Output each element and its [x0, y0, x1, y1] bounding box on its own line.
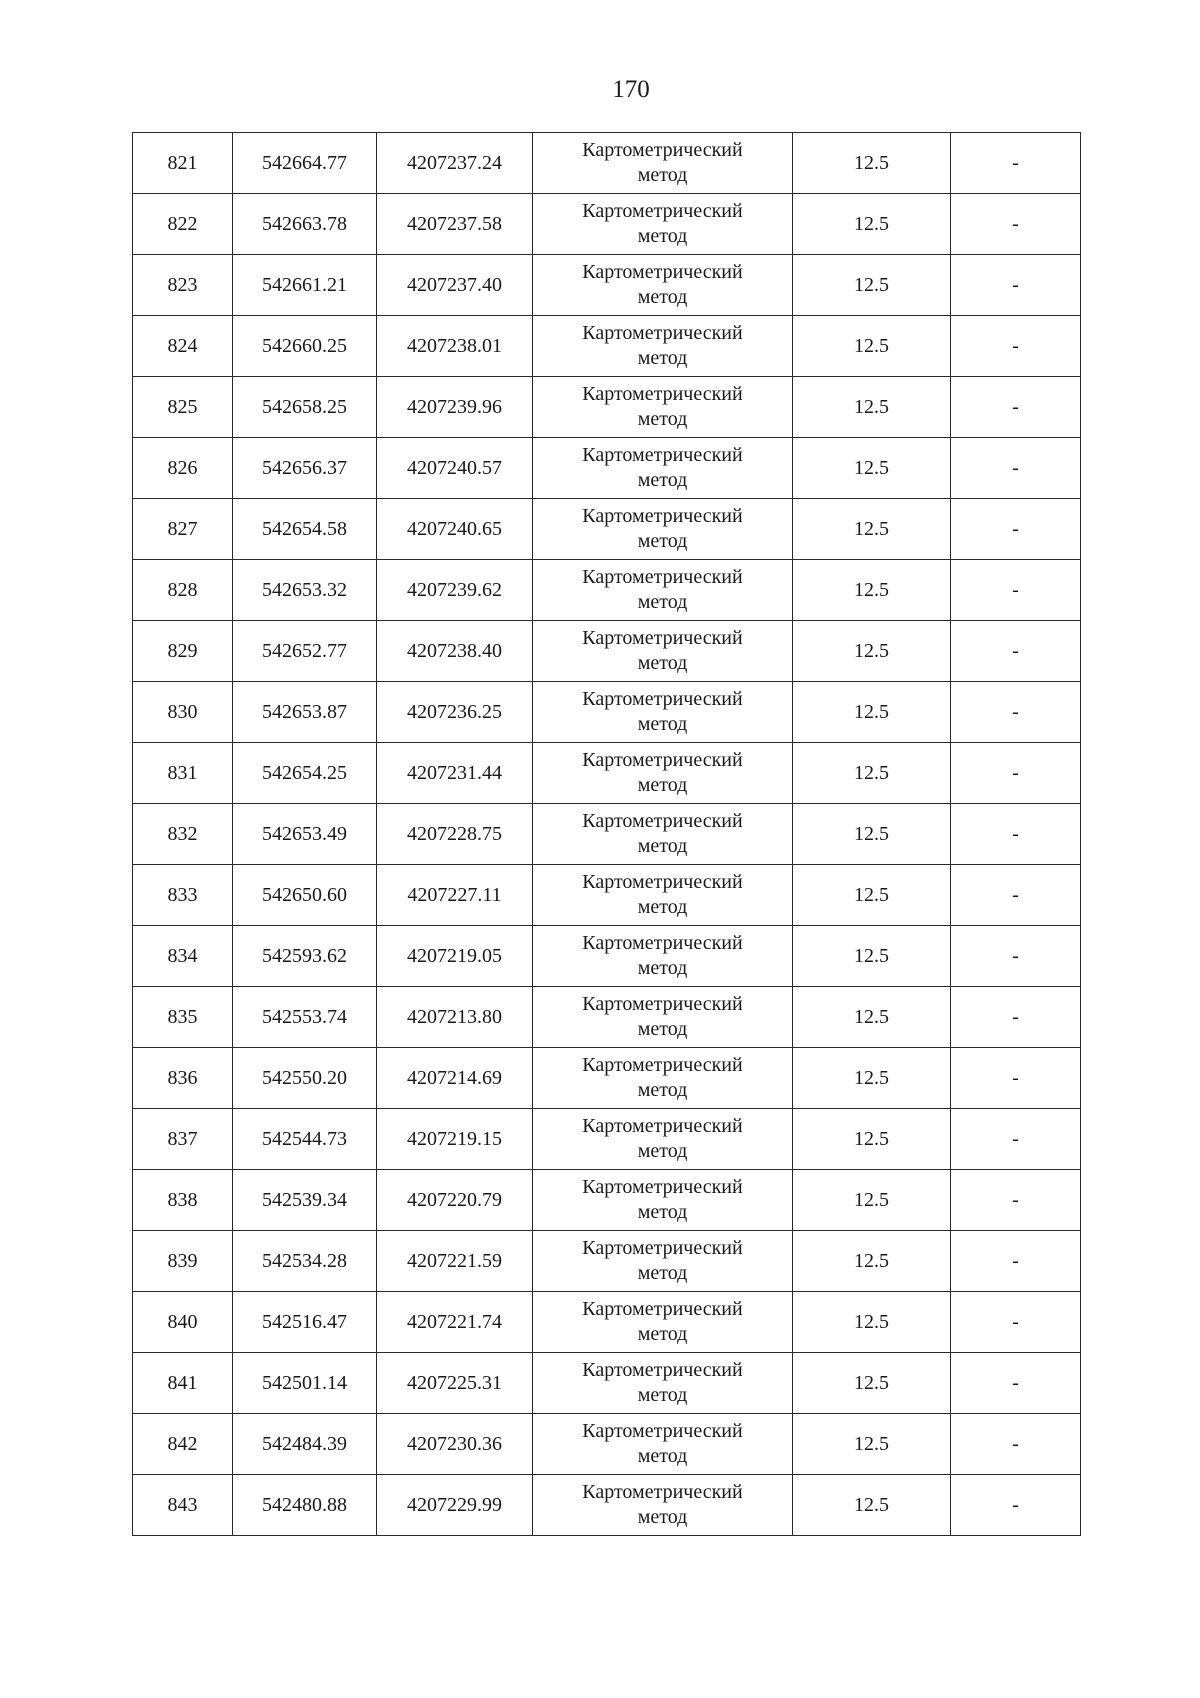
method-line-2: метод — [637, 286, 688, 308]
x-coordinate-cell: 542653.49 — [233, 804, 377, 865]
accuracy-cell: 12.5 — [793, 1353, 951, 1414]
method-line-2: метод — [637, 835, 688, 857]
accuracy-cell: 12.5 — [793, 1475, 951, 1536]
y-coordinate-cell: 4207239.96 — [377, 377, 533, 438]
method-line-2: метод — [637, 347, 688, 369]
accuracy-cell: 12.5 — [793, 865, 951, 926]
x-coordinate-cell: 542653.32 — [233, 560, 377, 621]
accuracy-cell: 12.5 — [793, 438, 951, 499]
table-row — [133, 499, 1081, 560]
method-cell — [533, 377, 793, 438]
x-coordinate-cell: 542650.60 — [233, 865, 377, 926]
note-cell: - — [951, 133, 1081, 194]
method-line-2: метод — [637, 1262, 688, 1284]
accuracy-cell: 12.5 — [793, 1231, 951, 1292]
method-line-1: Картометрический — [582, 810, 743, 832]
method-line-2: метод — [637, 1201, 688, 1223]
accuracy-cell: 12.5 — [793, 499, 951, 560]
note-cell: - — [951, 255, 1081, 316]
y-coordinate-cell: 4207225.31 — [377, 1353, 533, 1414]
table-row — [133, 316, 1081, 377]
point-number-cell: 843 — [133, 1475, 233, 1536]
method-cell — [533, 1170, 793, 1231]
x-coordinate-cell: 542664.77 — [233, 133, 377, 194]
point-number-cell: 821 — [133, 133, 233, 194]
note-cell: - — [951, 743, 1081, 804]
accuracy-cell: 12.5 — [793, 804, 951, 865]
accuracy-cell: 12.5 — [793, 377, 951, 438]
method-line-1: Картометрический — [582, 1359, 743, 1381]
method-line-1: Картометрический — [582, 932, 743, 954]
x-coordinate-cell: 542658.25 — [233, 377, 377, 438]
accuracy-cell: 12.5 — [793, 316, 951, 377]
x-coordinate-cell: 542534.28 — [233, 1231, 377, 1292]
table-row — [133, 1231, 1081, 1292]
method-line-2: метод — [637, 1079, 688, 1101]
accuracy-cell: 12.5 — [793, 1048, 951, 1109]
method-cell — [533, 194, 793, 255]
y-coordinate-cell: 4207214.69 — [377, 1048, 533, 1109]
table-row — [133, 621, 1081, 682]
y-coordinate-cell: 4207221.59 — [377, 1231, 533, 1292]
y-coordinate-cell: 4207231.44 — [377, 743, 533, 804]
x-coordinate-cell: 542516.47 — [233, 1292, 377, 1353]
method-line-2: метод — [637, 713, 688, 735]
method-line-1: Картометрический — [582, 505, 743, 527]
note-cell: - — [951, 499, 1081, 560]
method-cell — [533, 438, 793, 499]
accuracy-cell: 12.5 — [793, 133, 951, 194]
method-line-1: Картометрический — [582, 993, 743, 1015]
method-line-2: метод — [637, 164, 688, 186]
point-number-cell: 825 — [133, 377, 233, 438]
accuracy-cell: 12.5 — [793, 1170, 951, 1231]
method-cell — [533, 1109, 793, 1170]
accuracy-cell: 12.5 — [793, 1414, 951, 1475]
note-cell: - — [951, 621, 1081, 682]
method-line-2: метод — [637, 957, 688, 979]
point-number-cell: 834 — [133, 926, 233, 987]
point-number-cell: 831 — [133, 743, 233, 804]
point-number-cell: 842 — [133, 1414, 233, 1475]
x-coordinate-cell: 542544.73 — [233, 1109, 377, 1170]
method-cell — [533, 255, 793, 316]
table-row — [133, 987, 1081, 1048]
method-cell — [533, 865, 793, 926]
method-line-2: метод — [637, 225, 688, 247]
note-cell: - — [951, 194, 1081, 255]
table-row — [133, 1414, 1081, 1475]
method-line-2: метод — [637, 591, 688, 613]
accuracy-cell: 12.5 — [793, 743, 951, 804]
note-cell: - — [951, 1292, 1081, 1353]
x-coordinate-cell: 542654.58 — [233, 499, 377, 560]
x-coordinate-cell: 542539.34 — [233, 1170, 377, 1231]
y-coordinate-cell: 4207238.40 — [377, 621, 533, 682]
method-line-1: Картометрический — [582, 1054, 743, 1076]
method-cell — [533, 499, 793, 560]
table-row — [133, 1353, 1081, 1414]
table-row — [133, 1475, 1081, 1536]
y-coordinate-cell: 4207240.57 — [377, 438, 533, 499]
method-line-1: Картометрический — [582, 688, 743, 710]
method-line-1: Картометрический — [582, 322, 743, 344]
accuracy-cell: 12.5 — [793, 194, 951, 255]
method-cell — [533, 682, 793, 743]
table-row — [133, 377, 1081, 438]
point-number-cell: 837 — [133, 1109, 233, 1170]
y-coordinate-cell: 4207239.62 — [377, 560, 533, 621]
method-line-1: Картометрический — [582, 1237, 743, 1259]
table-row — [133, 743, 1081, 804]
x-coordinate-cell: 542550.20 — [233, 1048, 377, 1109]
x-coordinate-cell: 542663.78 — [233, 194, 377, 255]
y-coordinate-cell: 4207228.75 — [377, 804, 533, 865]
point-number-cell: 827 — [133, 499, 233, 560]
x-coordinate-cell: 542653.87 — [233, 682, 377, 743]
x-coordinate-cell: 542553.74 — [233, 987, 377, 1048]
y-coordinate-cell: 4207221.74 — [377, 1292, 533, 1353]
point-number-cell: 824 — [133, 316, 233, 377]
point-number-cell: 839 — [133, 1231, 233, 1292]
y-coordinate-cell: 4207230.36 — [377, 1414, 533, 1475]
table-row — [133, 194, 1081, 255]
point-number-cell: 838 — [133, 1170, 233, 1231]
method-line-2: метод — [637, 774, 688, 796]
method-line-1: Картометрический — [582, 261, 743, 283]
y-coordinate-cell: 4207237.58 — [377, 194, 533, 255]
note-cell: - — [951, 438, 1081, 499]
method-cell — [533, 804, 793, 865]
y-coordinate-cell: 4207236.25 — [377, 682, 533, 743]
table-row — [133, 1292, 1081, 1353]
method-line-1: Картометрический — [582, 383, 743, 405]
y-coordinate-cell: 4207220.79 — [377, 1170, 533, 1231]
method-cell — [533, 1048, 793, 1109]
method-line-1: Картометрический — [582, 1298, 743, 1320]
accuracy-cell: 12.5 — [793, 987, 951, 1048]
method-line-2: метод — [637, 1445, 688, 1467]
method-cell — [533, 926, 793, 987]
method-line-1: Картометрический — [582, 444, 743, 466]
y-coordinate-cell: 4207238.01 — [377, 316, 533, 377]
coordinates-table-body — [133, 133, 1081, 1536]
point-number-cell: 829 — [133, 621, 233, 682]
point-number-cell: 823 — [133, 255, 233, 316]
x-coordinate-cell: 542480.88 — [233, 1475, 377, 1536]
method-cell — [533, 621, 793, 682]
point-number-cell: 836 — [133, 1048, 233, 1109]
table-row — [133, 438, 1081, 499]
x-coordinate-cell: 542652.77 — [233, 621, 377, 682]
note-cell: - — [951, 682, 1081, 743]
method-line-2: метод — [637, 652, 688, 674]
table-row — [133, 682, 1081, 743]
note-cell: - — [951, 1414, 1081, 1475]
table-row — [133, 1170, 1081, 1231]
point-number-cell: 841 — [133, 1353, 233, 1414]
method-line-1: Картометрический — [582, 1420, 743, 1442]
point-number-cell: 822 — [133, 194, 233, 255]
accuracy-cell: 12.5 — [793, 926, 951, 987]
note-cell: - — [951, 1170, 1081, 1231]
coordinates-table — [132, 132, 1081, 1536]
table-row — [133, 255, 1081, 316]
table-row — [133, 1109, 1081, 1170]
note-cell: - — [951, 377, 1081, 438]
method-cell — [533, 987, 793, 1048]
accuracy-cell: 12.5 — [793, 560, 951, 621]
note-cell: - — [951, 1475, 1081, 1536]
accuracy-cell: 12.5 — [793, 1292, 951, 1353]
point-number-cell: 840 — [133, 1292, 233, 1353]
point-number-cell: 835 — [133, 987, 233, 1048]
method-cell — [533, 1231, 793, 1292]
method-cell — [533, 1353, 793, 1414]
point-number-cell: 830 — [133, 682, 233, 743]
point-number-cell: 832 — [133, 804, 233, 865]
method-line-1: Картометрический — [582, 1176, 743, 1198]
note-cell: - — [951, 987, 1081, 1048]
accuracy-cell: 12.5 — [793, 621, 951, 682]
method-cell — [533, 1414, 793, 1475]
method-line-1: Картометрический — [582, 566, 743, 588]
note-cell: - — [951, 316, 1081, 377]
method-cell — [533, 133, 793, 194]
method-line-2: метод — [637, 530, 688, 552]
table-row — [133, 560, 1081, 621]
y-coordinate-cell: 4207237.24 — [377, 133, 533, 194]
method-cell — [533, 743, 793, 804]
method-line-2: метод — [637, 469, 688, 491]
method-line-2: метод — [637, 896, 688, 918]
note-cell: - — [951, 1048, 1081, 1109]
note-cell: - — [951, 560, 1081, 621]
accuracy-cell: 12.5 — [793, 255, 951, 316]
x-coordinate-cell: 542484.39 — [233, 1414, 377, 1475]
note-cell: - — [951, 865, 1081, 926]
note-cell: - — [951, 1353, 1081, 1414]
method-cell — [533, 316, 793, 377]
note-cell: - — [951, 1231, 1081, 1292]
table-row — [133, 865, 1081, 926]
method-line-2: метод — [637, 1140, 688, 1162]
method-cell — [533, 1475, 793, 1536]
y-coordinate-cell: 4207237.40 — [377, 255, 533, 316]
method-line-1: Картометрический — [582, 139, 743, 161]
accuracy-cell: 12.5 — [793, 682, 951, 743]
x-coordinate-cell: 542661.21 — [233, 255, 377, 316]
x-coordinate-cell: 542593.62 — [233, 926, 377, 987]
y-coordinate-cell: 4207227.11 — [377, 865, 533, 926]
method-line-2: метод — [637, 408, 688, 430]
table-row — [133, 804, 1081, 865]
y-coordinate-cell: 4207229.99 — [377, 1475, 533, 1536]
x-coordinate-cell: 542656.37 — [233, 438, 377, 499]
y-coordinate-cell: 4207240.65 — [377, 499, 533, 560]
method-line-1: Картометрический — [582, 749, 743, 771]
method-line-2: метод — [637, 1018, 688, 1040]
method-line-1: Картометрический — [582, 871, 743, 893]
note-cell: - — [951, 926, 1081, 987]
method-line-2: метод — [637, 1323, 688, 1345]
y-coordinate-cell: 4207219.05 — [377, 926, 533, 987]
table-row — [133, 926, 1081, 987]
table-row — [133, 1048, 1081, 1109]
method-line-2: метод — [637, 1506, 688, 1528]
point-number-cell: 826 — [133, 438, 233, 499]
method-line-1: Картометрический — [582, 1481, 743, 1503]
method-line-1: Картометрический — [582, 627, 743, 649]
x-coordinate-cell: 542501.14 — [233, 1353, 377, 1414]
y-coordinate-cell: 4207213.80 — [377, 987, 533, 1048]
method-cell — [533, 560, 793, 621]
method-line-1: Картометрический — [582, 200, 743, 222]
x-coordinate-cell: 542654.25 — [233, 743, 377, 804]
accuracy-cell: 12.5 — [793, 1109, 951, 1170]
x-coordinate-cell: 542660.25 — [233, 316, 377, 377]
point-number-cell: 828 — [133, 560, 233, 621]
table-row — [133, 133, 1081, 194]
y-coordinate-cell: 4207219.15 — [377, 1109, 533, 1170]
note-cell: - — [951, 804, 1081, 865]
point-number-cell: 833 — [133, 865, 233, 926]
method-line-2: метод — [637, 1384, 688, 1406]
page-number: 170 — [612, 76, 650, 103]
note-cell: - — [951, 1109, 1081, 1170]
method-cell — [533, 1292, 793, 1353]
method-line-1: Картометрический — [582, 1115, 743, 1137]
